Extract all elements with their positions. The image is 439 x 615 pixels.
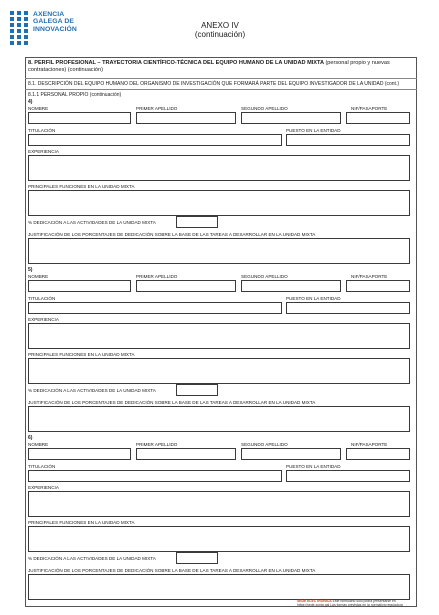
label-segundo-apellido: SEGUNDO APELLIDO (241, 442, 288, 447)
label-segundo-apellido: SEGUNDO APELLIDO (241, 274, 288, 279)
segundo-apellido-input[interactable] (241, 448, 341, 460)
label-puesto: PUESTO EN LA ENTIDAD (286, 464, 341, 469)
subsection-title: 8.1. DESCRIPCIÓN DEL EQUIPO HUMANO DEL ORGANISMO DE INVESTIGACIÓN QUE FORMARÁ PARTE DEL EQUIPO INVESTIGADOR DE LA UNIDAD (cont.) (28, 81, 399, 87)
agency-logo (8, 9, 103, 53)
nif-input[interactable] (346, 112, 410, 124)
nombre-input[interactable] (28, 112, 131, 124)
nombre-input[interactable] (28, 280, 131, 292)
experiencia-input[interactable] (28, 155, 410, 181)
dedicacion-input[interactable] (176, 384, 218, 396)
label-primer-apellido: PRIMER APELLIDO (136, 106, 178, 111)
footer-stamp: SEDE ELECTRÓNICA (297, 599, 332, 603)
puesto-input[interactable] (286, 302, 410, 314)
label-justificacion: JUSTIFICACIÓN DE LOS PORCENTAJES DE DEDICACIÓN SOBRE LA BASE DE LAS TAREAS A DESARROLLAR EN LA UNIDAD MIXTA (28, 232, 316, 237)
justificacion-input[interactable] (28, 406, 410, 432)
label-primer-apellido: PRIMER APELLIDO (136, 442, 178, 447)
dedicacion-input[interactable] (176, 216, 218, 228)
label-nombre: NOMBRE (28, 274, 49, 279)
label-titulacion: TITULACIÓN (28, 464, 56, 469)
puesto-input[interactable] (286, 134, 410, 146)
label-nombre: NOMBRE (28, 442, 49, 447)
dedicacion-input[interactable] (176, 552, 218, 564)
label-experiencia: EXPERIENCIA (28, 485, 59, 490)
label-titulacion: TITULACIÓN (28, 128, 56, 133)
label-experiencia: EXPERIENCIA (28, 149, 59, 154)
titulacion-input[interactable] (28, 134, 282, 146)
label-nif: NIF/PASAPORTE (351, 106, 388, 111)
label-segundo-apellido: SEGUNDO APELLIDO (241, 106, 288, 111)
experiencia-input[interactable] (28, 323, 410, 349)
person-number: 6) (28, 435, 33, 441)
nombre-input[interactable] (28, 448, 131, 460)
person-number: 5) (28, 267, 33, 273)
funciones-input[interactable] (28, 526, 410, 552)
label-dedicacion: % DEDICACIÓN A LAS ACTIVIDADES DE LA UNIDAD MIXTA (28, 556, 156, 561)
funciones-input[interactable] (28, 358, 410, 384)
puesto-input[interactable] (286, 470, 410, 482)
logo-emblem-icon (8, 11, 30, 51)
label-nif: NIF/PASAPORTE (351, 442, 388, 447)
label-puesto: PUESTO EN LA ENTIDAD (286, 128, 341, 133)
label-puesto: PUESTO EN LA ENTIDAD (286, 296, 341, 301)
logo-text (33, 11, 77, 33)
person-number: 4) (28, 99, 33, 105)
label-nif: NIF/PASAPORTE (351, 274, 388, 279)
footer-line1: Este formulario solo podrá presentarse en (332, 599, 396, 603)
divider (25, 78, 417, 79)
annex-title: ANEXO IV (201, 21, 239, 30)
primer-apellido-input[interactable] (136, 280, 236, 292)
label-funciones: PRINCIPALES FUNCIONES EN LA UNIDAD MIXTA (28, 352, 135, 357)
label-dedicacion: % DEDICACIÓN A LAS ACTIVIDADES DE LA UNIDAD MIXTA (28, 388, 156, 393)
label-titulacion: TITULACIÓN (28, 296, 56, 301)
primer-apellido-input[interactable] (136, 448, 236, 460)
annex-subtitle: (continuación) (194, 30, 246, 39)
label-experiencia: EXPERIENCIA (28, 317, 59, 322)
logo-line: GALEGA DE (33, 18, 75, 26)
segundo-apellido-input[interactable] (241, 112, 341, 124)
nif-input[interactable] (346, 448, 410, 460)
annex-heading (180, 21, 260, 39)
segundo-apellido-input[interactable] (241, 280, 341, 292)
justificacion-input[interactable] (28, 574, 410, 600)
logo-line: AXENCIA (33, 11, 65, 18)
label-funciones: PRINCIPALES FUNCIONES EN LA UNIDAD MIXTA (28, 520, 135, 525)
section-title (28, 60, 416, 75)
footer-line2: https://sede.xunta.gal Las formas previstas en la normativa reguladora (297, 603, 403, 607)
section-title-note: (personal propio y nuevas contrataciones) (continuación) (28, 60, 390, 74)
primer-apellido-input[interactable] (136, 112, 236, 124)
justificacion-input[interactable] (28, 238, 410, 264)
label-justificacion: JUSTIFICACIÓN DE LOS PORCENTAJES DE DEDICACIÓN SOBRE LA BASE DE LAS TAREAS A DESARROLLAR EN LA UNIDAD MIXTA (28, 568, 316, 573)
logo-line: INNOVACIÓN (33, 25, 77, 33)
footer-note (297, 599, 403, 607)
label-funciones: PRINCIPALES FUNCIONES EN LA UNIDAD MIXTA (28, 184, 135, 189)
titulacion-input[interactable] (28, 302, 282, 314)
experiencia-input[interactable] (28, 491, 410, 517)
label-nombre: NOMBRE (28, 106, 49, 111)
subsubsection-title: 8.1.1 PERSONAL PROPIO (continuación) (28, 92, 122, 98)
section-title-main: 8. PERFIL PROFESIONAL – TRAYECTORIA CIENTÍFICO-TÉCNICA DEL EQUIPO HUMANO DE LA UNIDAD MIXTA (28, 60, 324, 66)
label-primer-apellido: PRIMER APELLIDO (136, 274, 178, 279)
funciones-input[interactable] (28, 190, 410, 216)
divider (25, 89, 417, 90)
label-justificacion: JUSTIFICACIÓN DE LOS PORCENTAJES DE DEDICACIÓN SOBRE LA BASE DE LAS TAREAS A DESARROLLAR EN LA UNIDAD MIXTA (28, 400, 316, 405)
titulacion-input[interactable] (28, 470, 282, 482)
label-dedicacion: % DEDICACIÓN A LAS ACTIVIDADES DE LA UNIDAD MIXTA (28, 220, 156, 225)
nif-input[interactable] (346, 280, 410, 292)
